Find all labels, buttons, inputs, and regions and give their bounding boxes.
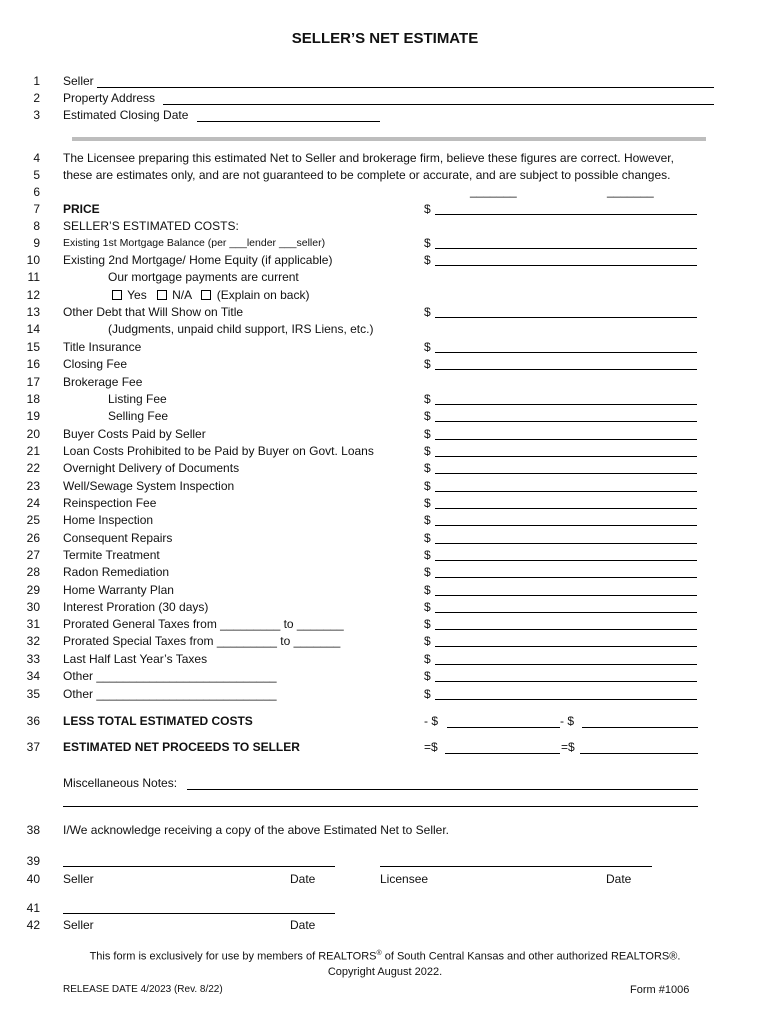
line-number: 35 [26,687,40,701]
line-number: 31 [26,617,40,631]
line-number: 2 [33,91,40,105]
seller-2-date-label: Date [290,918,316,932]
line-number: 20 [26,427,40,441]
dollar-sign: $ [424,617,431,631]
line-number: 28 [26,565,40,579]
line-number: 19 [26,409,40,423]
other-debt-examples: (Judgments, unpaid child support, IRS Liens, etc.) [108,322,374,336]
first-mortgage-label: Existing 1st Mortgage Balance (per ___lender ___seller) [63,237,326,249]
line-number: 38 [26,823,40,837]
licensee-label: Licensee [380,872,429,886]
misc-notes-field-1[interactable] [187,789,698,790]
consequent-repairs-label: Consequent Repairs [63,531,173,545]
interest-proration-label: Interest Proration (30 days) [63,600,209,614]
line-number: 37 [26,740,40,754]
general-taxes-label: Prorated General Taxes from _________ to _______ [63,617,344,631]
home-inspection-label: Home Inspection [63,513,154,527]
dollar-sign: $ [424,583,431,597]
buyer-costs-label: Buyer Costs Paid by Seller [63,427,206,441]
dollar-sign: $ [424,687,431,701]
other-2-label: Other ___________________________ [63,687,277,701]
line-number: 27 [26,548,40,562]
line-number: 11 [27,270,40,284]
selling-fee-label: Selling Fee [108,409,169,423]
disclaimer-line-2: these are estimates only, and are not guaranteed to be complete or accurate, and are subject to possible changes. [63,168,671,182]
net-proceeds-mid: =$ [561,740,575,754]
dollar-sign: $ [424,444,431,458]
seller-field[interactable] [97,87,714,88]
dollar-sign: $ [424,409,431,423]
closing-date-label: Estimated Closing Date [63,108,189,122]
explain-checkbox[interactable] [201,290,211,300]
line-number: 14 [26,322,40,336]
less-total-mid: - $ [560,714,575,728]
licensee-date-label: Date [606,872,632,886]
reinspection-label: Reinspection Fee [63,496,157,510]
well-sewage-label: Well/Sewage System Inspection [63,479,235,493]
dollar-sign: $ [424,513,431,527]
misc-notes-field-2[interactable] [63,806,698,807]
net-proceeds-prefix: =$ [424,740,438,754]
other-debt-label: Other Debt that Will Show on Title [63,305,244,319]
other-1-label: Other ___________________________ [63,669,277,683]
price-label: PRICE [63,202,100,216]
line-number: 24 [26,496,40,510]
dollar-sign: $ [424,340,431,354]
less-total-prefix: - $ [424,714,439,728]
na-checkbox[interactable] [157,290,167,300]
line-number: 40 [26,872,40,886]
footer-exclusive-use: This form is exclusively for use by members of REALTORS® of South Central Kansas and other authorized REALTORS®. [89,950,681,963]
seller-1-date-label: Date [290,872,316,886]
na-label: N/A [172,288,192,302]
line-number: 25 [26,513,40,527]
special-taxes-label: Prorated Special Taxes from _________ to _______ [63,634,341,648]
line-number: 18 [26,392,40,406]
seller-1-label: Seller [63,872,94,886]
dollar-sign: $ [424,202,431,216]
less-total-field-2[interactable] [582,727,698,728]
line-number: 9 [33,236,40,250]
seller-2-signature-line[interactable] [63,913,335,914]
line-number: 23 [26,479,40,493]
dollar-sign: $ [424,565,431,579]
less-total-label: LESS TOTAL ESTIMATED COSTS [63,714,253,728]
net-proceeds-field-2[interactable] [580,753,698,754]
dollar-sign: $ [424,479,431,493]
column-header-left: _______ [470,184,517,198]
last-half-taxes-label: Last Half Last Year’s Taxes [63,652,208,666]
payment-status-options [112,288,309,302]
misc-notes-label: Miscellaneous Notes: [63,776,178,790]
line-number: 8 [33,219,40,233]
net-proceeds-label: ESTIMATED NET PROCEEDS TO SELLER [63,740,300,754]
listing-fee-label: Listing Fee [108,392,167,406]
overnight-delivery-label: Overnight Delivery of Documents [63,461,240,475]
line-number: 7 [33,202,40,216]
costs-heading: SELLER’S ESTIMATED COSTS: [63,219,239,233]
line-number: 33 [26,652,40,666]
page-title: SELLER’S NET ESTIMATE [291,30,479,47]
net-proceeds-field-1[interactable] [445,753,560,754]
seller-label: Seller [63,74,94,88]
dollar-sign: $ [424,652,431,666]
line-number: 34 [26,669,40,683]
line-number: 21 [26,444,40,458]
line-number: 32 [26,634,40,648]
line-number: 42 [26,918,40,932]
section-divider [72,137,706,141]
line-number: 10 [26,253,40,267]
line-number: 4 [33,151,40,165]
dollar-sign: $ [424,357,431,371]
seller-2-label: Seller [63,918,94,932]
property-address-field[interactable] [163,104,714,105]
footer-copyright: Copyright August 2022. [327,966,443,978]
line-number: 12 [26,288,40,302]
line-number: 29 [26,583,40,597]
dollar-sign: $ [424,531,431,545]
dollar-sign: $ [424,548,431,562]
loan-costs-label: Loan Costs Prohibited to be Paid by Buyer on Govt. Loans [63,444,374,458]
form-number: Form #1006 [630,984,690,996]
dollar-sign: $ [424,669,431,683]
yes-checkbox[interactable] [112,290,122,300]
closing-date-field[interactable] [197,121,380,122]
line-number: 36 [26,714,40,728]
dollar-sign: $ [424,634,431,648]
line-number: 26 [26,531,40,545]
acknowledgement-text: I/We acknowledge receiving a copy of the above Estimated Net to Seller. [63,823,449,837]
less-total-field-1[interactable] [447,727,560,728]
line-number: 3 [33,108,40,122]
seller-1-signature-line[interactable] [63,866,335,867]
warranty-label: Home Warranty Plan [63,583,174,597]
dollar-sign: $ [424,427,431,441]
line-number: 41 [26,901,40,915]
line-number: 6 [33,185,40,199]
radon-label: Radon Remediation [63,565,170,579]
dollar-sign: $ [424,600,431,614]
property-address-label: Property Address [63,91,156,105]
dollar-sign: $ [424,461,431,475]
yes-label: Yes [127,288,147,302]
dollar-sign: $ [424,253,431,267]
column-header-right: _______ [607,184,654,198]
closing-fee-label: Closing Fee [63,357,128,371]
release-date: RELEASE DATE 4/2023 (Rev. 8/22) [63,984,223,995]
brokerage-fee-label: Brokerage Fee [63,375,143,389]
line-number: 17 [26,375,40,389]
dollar-sign: $ [424,305,431,319]
licensee-signature-line[interactable] [380,866,652,867]
line-number: 39 [26,854,40,868]
title-insurance-label: Title Insurance [63,340,142,354]
dollar-sign: $ [424,236,431,250]
termite-label: Termite Treatment [63,548,160,562]
dollar-sign: $ [424,392,431,406]
line-number: 15 [26,340,40,354]
line-number: 16 [26,357,40,371]
line-number: 1 [33,74,40,88]
dollar-sign: $ [424,496,431,510]
payments-current-label: Our mortgage payments are current [108,270,299,284]
line-number: 30 [26,600,40,614]
line-number: 22 [26,461,40,475]
disclaimer-line-1: The Licensee preparing this estimated Net to Seller and brokerage firm, believe these figures are correct. However, [63,151,674,165]
second-mortgage-label: Existing 2nd Mortgage/ Home Equity (if applicable) [63,253,333,267]
explain-label: (Explain on back) [216,288,310,302]
line-number: 5 [33,168,40,182]
line-number: 13 [26,305,40,319]
